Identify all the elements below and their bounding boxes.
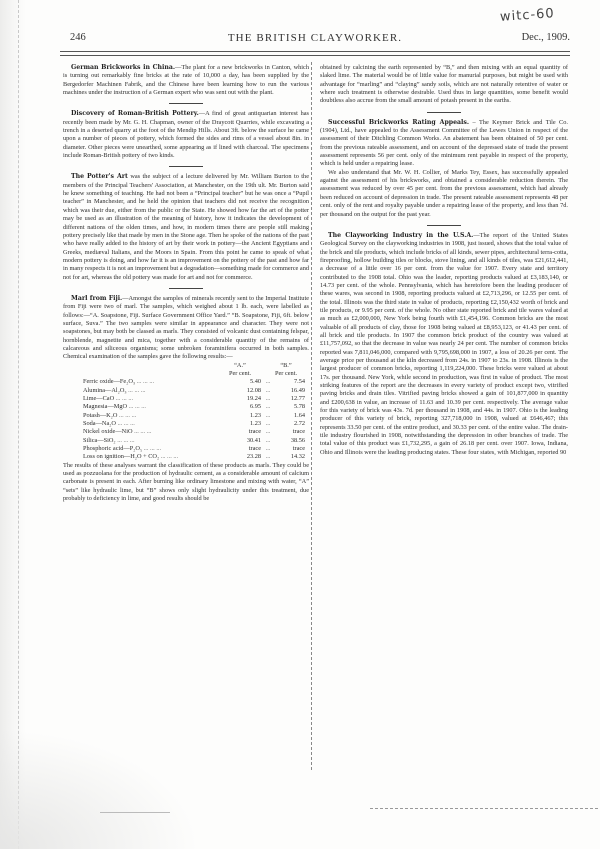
leader-dots: ... ... ... <box>118 411 137 419</box>
article-rating-appeals <box>320 119 568 169</box>
page-shadow <box>0 729 200 849</box>
sample-b-value: trace <box>292 428 305 436</box>
article-german-brickworks <box>63 64 309 97</box>
binding-margin-line <box>18 0 19 849</box>
compound-label: Ferric oxide—Fe₂O₃ <box>83 378 136 386</box>
sample-b-value: 1.64 <box>293 411 305 419</box>
article-heading: Discovery of Roman-British Pottery. <box>71 110 199 118</box>
sample-a-value: 19.24 <box>246 395 261 403</box>
sample-b-value: 7.54 <box>293 378 305 386</box>
sample-b-value: 2.72 <box>293 420 305 428</box>
column-b-unit: Per cent. <box>274 370 298 377</box>
article-potters-art <box>63 173 309 281</box>
column-separator <box>311 62 312 770</box>
sample-a-value: 1.23 <box>249 411 261 419</box>
leader-dots: ... <box>265 411 271 419</box>
article-divider <box>427 225 461 226</box>
article-heading: The Potter's Art <box>71 173 128 181</box>
column-b-label: “B.” <box>280 361 292 369</box>
sample-a-value: trace <box>248 428 261 436</box>
leader-dots: ... <box>265 445 271 453</box>
sample-a-value: 23.28 <box>246 453 261 461</box>
table-row <box>63 378 309 386</box>
compound-name <box>83 403 225 411</box>
column-a-label: “A.” <box>234 361 246 369</box>
issue-date: Dec., 1909. <box>521 32 570 43</box>
table-row <box>63 403 309 411</box>
article-body: —The plant for a new brickworks in Canton, which is turning out remarkably fine bricks at the rate of 10,000 a day, has been supplied by the Bergedorfer Machinen Fabrik, and the Chinese have been learning how to run the various machines under the instruction of a German expert who was sent out with the plant. <box>63 64 309 97</box>
footer-mark-right <box>370 808 598 809</box>
left-column <box>63 64 309 504</box>
article-body: was the subject of a lecture delivered by Mr. William Burton to the members of the Principal Teachers' Association, at Manchester, on the 19th ult. Mr. Burton said he knew something of teaching. He had not been a “Principal teacher” but he was once a “Pupil teacher” in Manchester, and he held the opinion that teachers did not receive the recognition which was their due, either from the public or the State. He showed how far the art of the potter may be used as an illustration of the meaning of history, how it indicates the development of different nations of the olden times, and how, in modern times there are people still making pottery precisely like that made by men in the Stone age. Then he spoke of the nations of the past who have really added to the history of art by their work in pottery—the Ancient Egyptians and Greeks, mediæval Italians, and the Moors in Spain. From this point he came to speak of what modern pottery is doing, and how far it is an improvement on the pottery of the past and how far in many respects it is not an improvement but a degradation—something made for commerce and not for art, whereas the old pottery was made for art and not for commerce. <box>63 173 309 281</box>
compound-label: Phosphoric acid—P₂O₅ <box>83 445 143 453</box>
article-marl-conclusion: The results of these analyses warrant the classification of these products as marls. They could be used as pozzuolana for the production of hydraulic cement, as a considerable amount of calcium carbonate is present in each. After burning like ordinary limestone and mixing with water, “A” “sets” like hydraulic lime, but “B” shows only slight hydraulicity under this treatment, due probably to deficiency in lime, and good results should be <box>63 461 309 503</box>
leader-dots: ... <box>265 403 271 411</box>
leader-dots: ... <box>265 395 271 403</box>
compound-name <box>83 453 225 461</box>
leader-dots: ... <box>265 436 271 444</box>
article-heading: Marl from Fiji. <box>71 294 123 302</box>
table-row <box>63 453 309 461</box>
binding-edge-shadow <box>0 0 26 849</box>
sample-a-value: trace <box>248 445 261 453</box>
publication-title: THE BRITISH CLAYWORKER. <box>227 32 403 44</box>
article-body: —Amongst the samples of minerals recently sent to the Imperial Institute from Fiji were two of marl. The samples, which weighed about 1 lb. each, were labelled as follows:—“A. Soapstone, Fiji. Surface Government Office Yard.” “B. Soapstone, Fiji, 6ft. below surface, Suva.” The two samples were similar in appearance and character. They were not soapstones, but may both be classed as marls. They consisted of volcanic dust containing felspar, hornblende, magnetite and mica, together with a considerable quantity of the remains of calcareous and siliceous organisms; some unbroken foraminifera occurred in both samples. Chemical examination of the samples gave the following results:— <box>63 294 309 361</box>
compound-label: Lime—CaO <box>83 395 115 403</box>
compound-label: Nickel oxide—NiO <box>83 428 133 436</box>
compound-name <box>83 420 225 428</box>
leader-dots: ... ... ... <box>128 386 146 394</box>
leader-dots: ... <box>265 428 271 436</box>
table-sample-labels <box>63 362 309 370</box>
leader-dots: ... ... ... <box>136 378 155 386</box>
article-divider <box>427 112 461 113</box>
right-column <box>320 64 568 457</box>
table-units <box>63 370 309 378</box>
table-row <box>63 412 309 420</box>
table-row <box>63 395 309 403</box>
article-heading: The Clayworking Industry in the U.S.A. <box>328 231 474 239</box>
table-row <box>63 445 309 453</box>
sample-b-value: 14.32 <box>290 453 305 461</box>
leader-dots: ... ... ... <box>117 436 135 444</box>
compound-label: Soda—Na₂O <box>83 420 116 428</box>
sample-b-value: 12.77 <box>290 395 305 403</box>
leader-dots: ... ... ... <box>128 403 146 411</box>
sample-b-value: trace <box>292 445 305 453</box>
compound-name <box>83 378 225 386</box>
compound-label: Alumina—Al₂O₃ <box>83 386 127 394</box>
sample-a-value: 30.41 <box>246 436 261 444</box>
compound-name <box>83 395 225 403</box>
article-heading: German Brickworks in China. <box>71 64 176 71</box>
table-row <box>63 387 309 395</box>
leader-dots: ... <box>265 420 271 428</box>
handwritten-annotation: witc-60 <box>499 6 556 25</box>
article-marl-from-fiji <box>63 295 309 362</box>
column-a-unit: Per cent. <box>228 370 252 377</box>
compound-name <box>83 387 225 395</box>
sample-a-value: 1.23 <box>249 420 261 428</box>
leader-dots: ... ... ... <box>117 420 135 428</box>
article-heading: Successful Brickworks Rating Appeals. <box>328 118 470 126</box>
footer-mark-left <box>100 812 170 813</box>
article-body: – The Keymer Brick and Tile Co. (1904), Ltd., have appealed to the Assessment Committee of the Lewes Union in respect of the assessment of their Ditchling Common Works. An abatement has been obtained of 50 per cent. from the previous rateable assessment, and on account of the depressed state of trade the present assessment represents 56 per cent. only of the minimum rent payable in respect of the property, which is held under a repairing lease. <box>320 118 568 168</box>
sample-a-value: 5.40 <box>249 378 261 386</box>
article-body: —A find of great antiquarian interest has recently been made by Mr. G. H. Chapman, owner of the Draycott Quarries, while excavating a trench in a deserted quarry at the foot of the Mendip Hills. About 3ft. below the surface he came upon a number of pieces of pottery, which formed the sides and rims of a vessel about 8in. in diameter. Other pieces were unearthed, some appearing as if lined with charcoal. The specimens include Roman-British pottery of two kinds. <box>63 110 309 160</box>
table-row <box>63 437 309 445</box>
compound-name <box>83 428 225 436</box>
sample-a-value: 6.95 <box>249 403 261 411</box>
leader-dots: ... <box>265 386 271 394</box>
leader-dots: ... ... ... <box>160 453 179 461</box>
compound-name <box>83 437 225 445</box>
sample-b-value: 16.49 <box>290 386 305 394</box>
article-clayworking-usa <box>320 232 568 457</box>
compound-label: Silica—SiO₂ <box>83 436 116 444</box>
compound-name <box>83 445 225 453</box>
running-header <box>60 32 570 48</box>
article-divider <box>169 166 203 167</box>
leader-dots: ... ... ... <box>143 445 162 453</box>
chemical-analysis-table <box>63 362 309 462</box>
sample-b-value: 5.78 <box>293 403 305 411</box>
article-divider <box>169 103 203 104</box>
sample-a-value: 12.08 <box>246 386 261 394</box>
sample-b-value: 38.56 <box>290 436 305 444</box>
article-roman-british-pottery <box>63 110 309 160</box>
article-divider <box>169 288 203 289</box>
leader-dots: ... <box>265 378 271 386</box>
leader-dots: ... <box>265 453 271 461</box>
article-rating-appeals-p2: We also understand that Mr. W. H. Collier, of Marks Tey, Essex, has successfully appealed against the assessment of his brickworks, and obtained a considerable reduction therein. The assessment was reduced by over 45 per cent. from the previous assessment, which had already been reduced on account of depression in trade. The present rateable assessment represents 48 per cent. only of the rent and royalty payable under a repairing lease of the property, and less than 7d. per thousand on the output for the past year. <box>320 168 568 218</box>
table-row <box>63 428 309 436</box>
leader-dots: ... ... ... <box>134 428 152 436</box>
page-number: 246 <box>70 32 86 43</box>
header-double-rule <box>60 51 570 56</box>
leader-dots: ... ... ... <box>115 395 134 403</box>
compound-label: Magnesia—MgO <box>83 403 128 411</box>
compound-label: Potash—K₂O <box>83 411 118 419</box>
compound-label: Loss on ignition—H₂O + CO₂ <box>83 453 160 461</box>
table-row <box>63 420 309 428</box>
article-marl-continued: obtained by calcining the earth represented by “B,” and then mixing with an equal quantity of slaked lime. The material would be of little value for manurial purposes, but might be used with advantage for “marling” and “claying” sandy soils, which are not naturally retentive of water or where such treatment is otherwise desirable. Used thus in large quantities, some benefit would doubtless also accrue from the small amount of potash present in the earths. <box>320 64 568 105</box>
compound-name <box>83 412 225 420</box>
article-body: —The report of the United States Geological Survey on the clayworking industries in 1908, just issued, shows that the total value of the brick and tile products, which include bricks of all kinds, sewer pipes, architectural terra-cotta, fireproofing, hollow building tiles or blocks, stove lining, and all kinds of tiles, was £21,612,441, a decrease of a little over 16 per cent. from the value for 1907. Every state and territory contributed to the 1908 total. Ohio was the leader, reporting products valued at £3,183,140, or 14.73 per cent. of the whole. Pennsylvania, which has heretofore been the leading producer of these wares, was second in 1908, reporting products valued at £2,713,296, or 12.55 per cent. of the total. Illinois was the third state in value of products, reporting £2,150,432 worth of brick and tile products, or 9.95 per cent. of the whole. No other state reported brick and tile wares valued at as much as £2,000,000, New York being fourth with £1,454,196. Common bricks are the most valuable of all products of clay, those for 1908 being valued at £8,953,123, or 41.43 per cent. of all brick and tile products. In 1907 the common brick product of the country was valued at £11,757,092, so that the decrease in value was nearly 24 per cent. The number of common bricks reported was 7,811,046,000, compared with 9,795,698,000 in 1907, a loss of 20.26 per cent. The average price per thousand at the kiln decreased from 24s. in 1907 to 23s. in 1908. Illinois is the largest producer of common bricks, reporting 1,119,224,000. These bricks were valued at about 17s. per thousand. New York, while second in production, was first in value of product. The most striking features of the report are the decreases in every variety of product except two, vitrified paving bricks and drain tiles. Vitrified paving bricks showed a gain of 101,877,000 in quantity and £200,638 in value, an increase of 11.63 and 10.39 per cent. respectively. The average value for this variety of brick was 43s. 7d. per thousand in 1908, and 44s. in 1907. Ohio is the leading producer of this variety of brick, reporting 327,718,000 in 1908, valued at £646,467; this represents 33.50 per cent. of the entire product, and 30.33 per cent. of the entire value. The drain-tile industry flourished in 1908, notwithstanding the depression in other branches of trade. The total value of this product was £1,732,295, a gain of 26.18 per cent. over 1907. Iowa, Indiana, Ohio and Illinois were the leading producing states. These four states, with Michigan, reported 90 <box>320 231 568 456</box>
